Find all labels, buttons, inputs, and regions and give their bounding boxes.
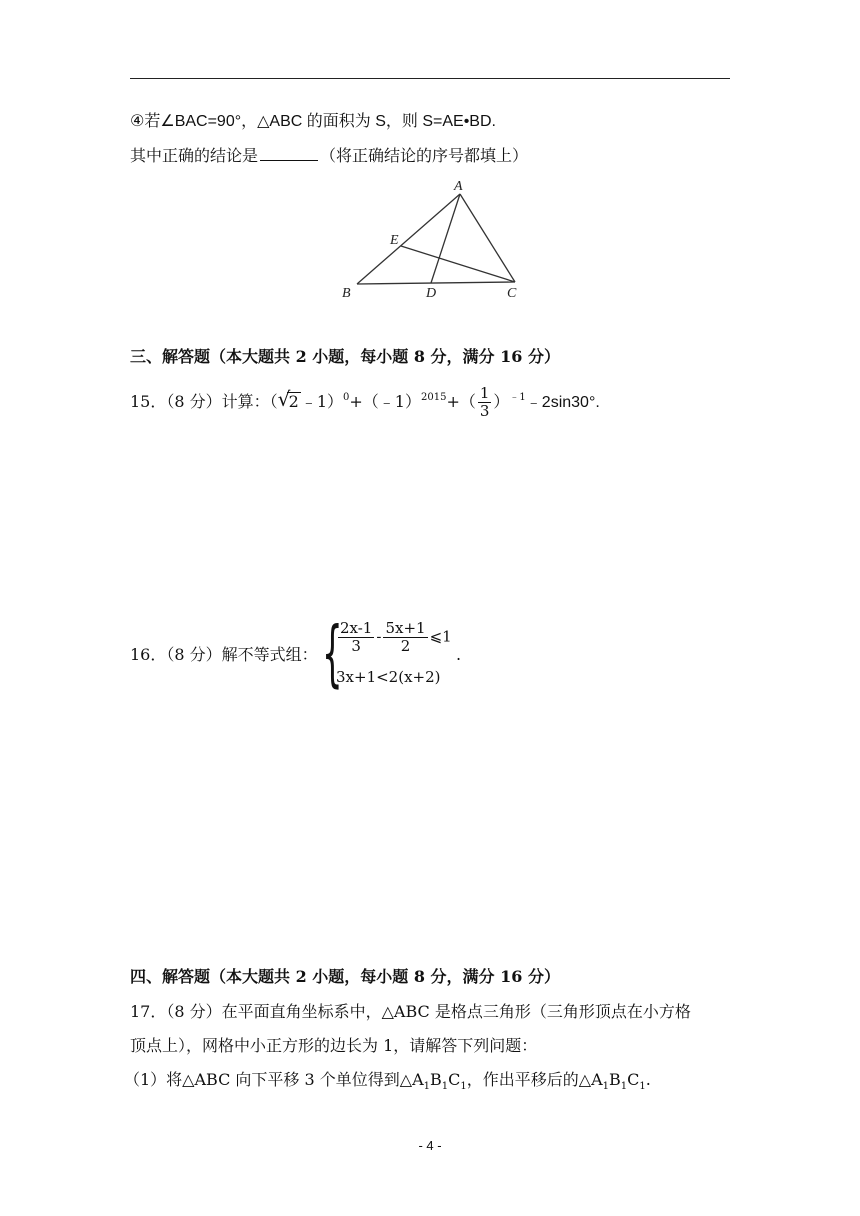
q17-sub1-part-f: C <box>627 1070 640 1089</box>
fraction-one-third <box>478 385 492 420</box>
segment-ab <box>357 194 460 284</box>
q14-prompt-note: （将正确结论的序号都填上） <box>320 146 529 165</box>
q17-subquestion-1 <box>124 1070 651 1093</box>
inequality-1-rhs: ⩽1 <box>429 627 452 646</box>
label-a: A <box>454 179 463 194</box>
radical-sign: √ <box>277 387 291 411</box>
inequality-system <box>322 611 472 695</box>
q17-line-2 <box>130 1036 537 1056</box>
triangle-figure <box>330 174 530 304</box>
fraction-5x+1-over-2 <box>383 620 427 655</box>
inequality-2: 3x+1<2(x+2) <box>336 668 441 686</box>
header-rule <box>130 78 730 79</box>
sqrt-argument: 2 <box>288 392 299 411</box>
q15-part3: +（ <box>446 392 476 411</box>
label-b: B <box>342 286 351 301</box>
q15-exponent-0: 0 <box>343 392 350 403</box>
q14-item-4 <box>130 112 496 132</box>
q17-line-1-text: 17．（8 分）在平面直角坐标系中，△ABC 是格点三角形（三角形顶点在小方格 <box>130 1002 691 1021</box>
subscript-1: 1 <box>441 1081 449 1092</box>
subscript-1: 1 <box>602 1081 610 1092</box>
segment-ce <box>401 246 515 282</box>
subscript-1: 1 <box>639 1081 646 1092</box>
q17-sub1-part-b: B <box>430 1070 442 1089</box>
fraction-denominator: 3 <box>479 402 490 420</box>
q15-part2: +（﹣1） <box>349 392 421 411</box>
subscript-1: 1 <box>620 1081 628 1092</box>
subscript-1: 1 <box>460 1081 467 1092</box>
q16-period <box>456 645 461 665</box>
q16-end: . <box>456 645 462 664</box>
label-c: C <box>507 286 517 301</box>
segment-ac <box>460 194 515 282</box>
q17-sub1-part-a: （1）将△ABC 向下平移 3 个单位得到△A <box>124 1070 424 1089</box>
q15-part1: ﹣1） <box>300 392 344 411</box>
q15-part5: ﹣2sin30°. <box>525 394 600 411</box>
section-3-heading <box>130 347 560 367</box>
segment-bc <box>357 282 515 284</box>
q17-sub1-part-g: . <box>645 1070 651 1089</box>
q16-lead: 16．（8 分）解不等式组： <box>130 645 318 664</box>
fraction-numerator: 2x-1 <box>340 619 373 637</box>
left-brace: { <box>322 611 343 695</box>
section-3-heading-text: 三、解答题（本大题共 2 小题，每小题 8 分，满分 16 分） <box>130 347 560 366</box>
minus-sign: - <box>376 627 382 646</box>
question-16 <box>130 645 318 665</box>
q17-sub1-part-d: ，作出平移后的△A <box>466 1070 603 1089</box>
section-4-heading <box>130 967 560 987</box>
answer-blank[interactable] <box>260 146 318 161</box>
label-d: D <box>426 286 437 301</box>
fraction-2x-1-over-3 <box>338 620 374 655</box>
fraction-numerator: 1 <box>479 384 490 402</box>
q14-answer-prompt <box>130 146 528 166</box>
label-e: E <box>390 233 399 248</box>
fraction-denominator: 2 <box>400 637 411 655</box>
fraction-denominator: 3 <box>351 637 361 655</box>
fraction-numerator: 5x+1 <box>385 619 426 637</box>
subscript-1: 1 <box>423 1081 431 1092</box>
q17-sub1-part-c: C <box>448 1070 461 1089</box>
q17-sub1-part-e: B <box>609 1070 621 1089</box>
inequality-1 <box>336 620 452 655</box>
q14-prompt-text: 其中正确的结论是 <box>130 146 259 165</box>
question-15 <box>130 385 600 420</box>
q15-part4: ） <box>493 392 510 411</box>
q15-exponent-neg1: ﹣1 <box>509 392 526 403</box>
q17-line-1 <box>130 1002 691 1022</box>
sqrt-expression <box>277 387 301 412</box>
q15-lead: 15．（8 分）计算：（ <box>130 392 278 411</box>
q14-item-4-text: ④若∠BAC=90°，△ABC 的面积为 S，则 S=AE•BD. <box>130 113 496 130</box>
q15-exponent-2015: 2015 <box>420 392 447 403</box>
page-number: - 4 - <box>418 1138 442 1153</box>
section-4-heading-text: 四、解答题（本大题共 2 小题，每小题 8 分，满分 16 分） <box>130 967 560 986</box>
q17-line-2-text: 顶点上），网格中小正方形的边长为 1，请解答下列问题： <box>130 1036 538 1055</box>
